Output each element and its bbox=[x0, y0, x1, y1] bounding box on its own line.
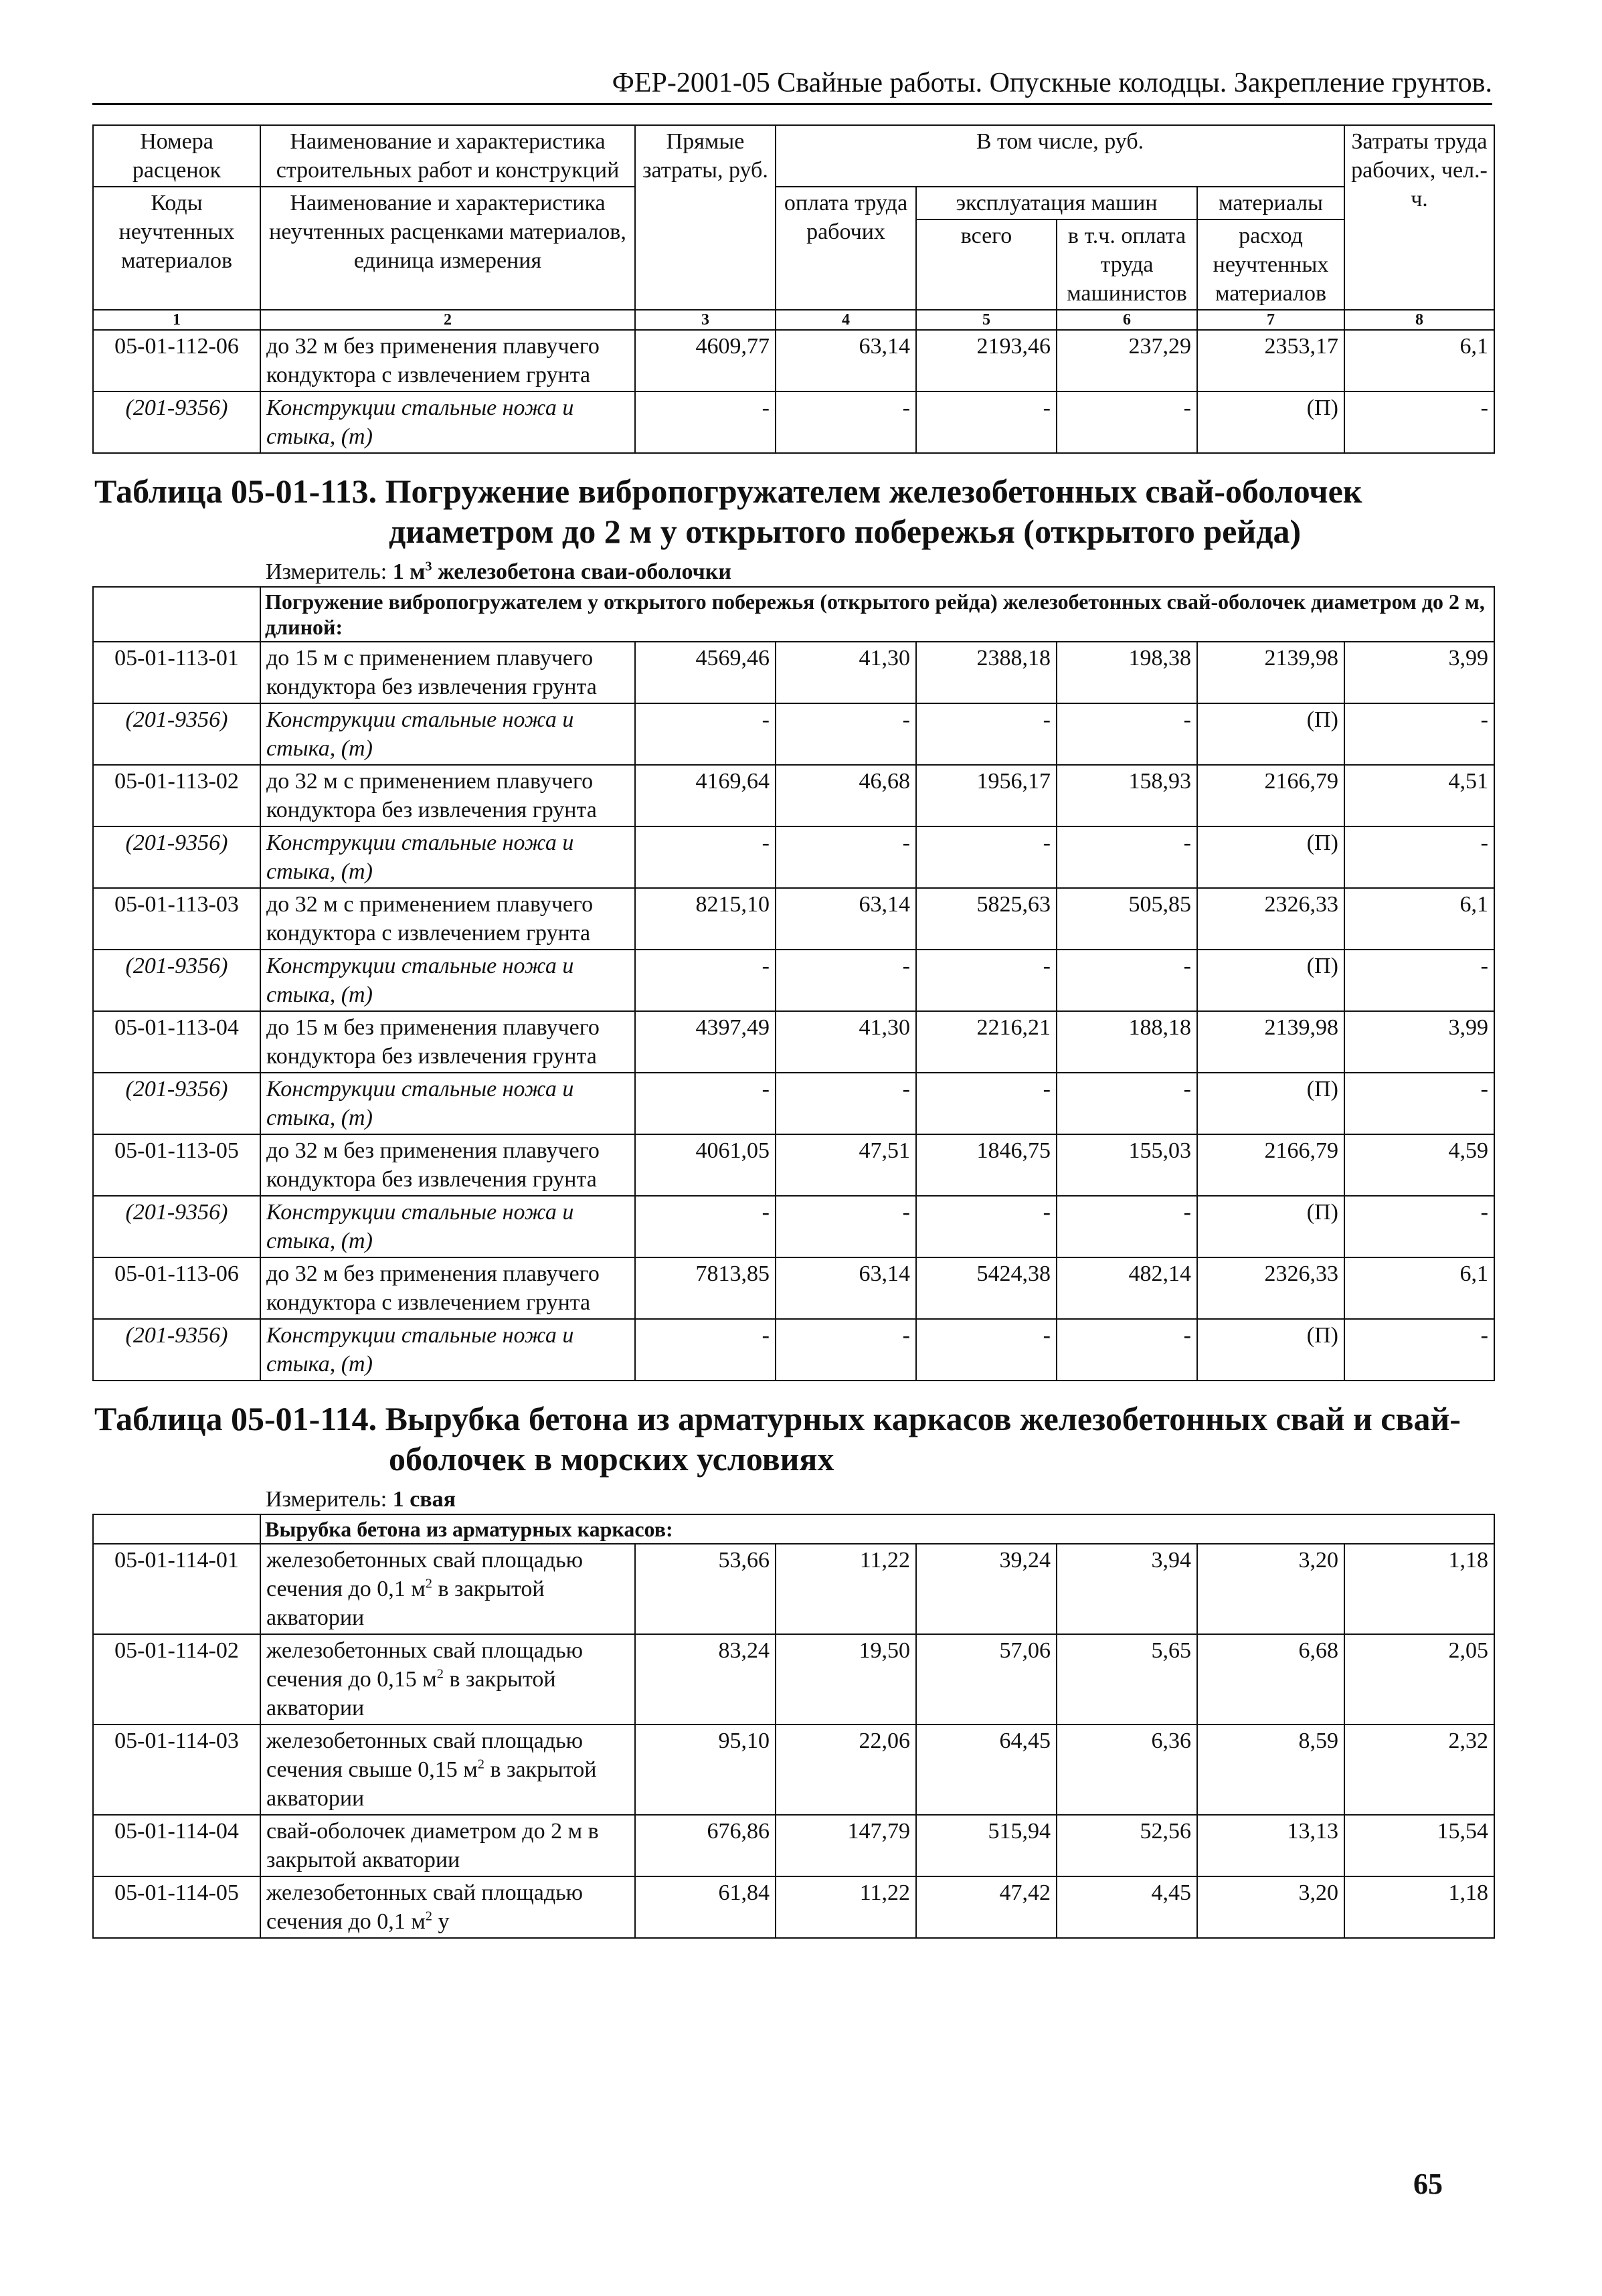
worker-pay: 63,14 bbox=[776, 1257, 916, 1319]
empty-value: - bbox=[1344, 1196, 1494, 1257]
col-name-top: Наименование и характеристика строительных работ и конструкций bbox=[260, 125, 635, 187]
empty-value: - bbox=[1057, 1319, 1197, 1381]
col-machines: эксплуатация машин bbox=[916, 187, 1197, 219]
col-num: 2 bbox=[260, 310, 635, 330]
rate-code: 05-01-113-01 bbox=[93, 642, 260, 703]
material-flag: (П) bbox=[1197, 826, 1344, 888]
empty-value: - bbox=[776, 1319, 916, 1381]
empty-value: - bbox=[916, 391, 1057, 453]
col-num: 8 bbox=[1344, 310, 1494, 330]
rate-name-sup: 2 bbox=[436, 1666, 444, 1682]
rate-name: до 15 м без применения плавучего кондуктора без извлечения грунта bbox=[260, 1011, 635, 1073]
header-row-2 bbox=[93, 187, 1494, 219]
worker-pay: 11,22 bbox=[776, 1544, 916, 1634]
material-row bbox=[93, 391, 1494, 453]
col-codes-bottom: Коды неучтенных материалов bbox=[93, 187, 260, 310]
table-title bbox=[93, 1381, 1494, 1483]
rate-name: до 32 м без применения плавучего кондуктора с извлечением грунта bbox=[260, 1257, 635, 1319]
rate-name-sup: 2 bbox=[477, 1757, 484, 1772]
direct-cost: 7813,85 bbox=[635, 1257, 776, 1319]
empty-value: - bbox=[635, 1196, 776, 1257]
material-code: (201-9356) bbox=[93, 950, 260, 1011]
rate-row bbox=[93, 642, 1494, 703]
empty-value: - bbox=[635, 703, 776, 765]
direct-cost: 4169,64 bbox=[635, 765, 776, 826]
labor-hours: 4,59 bbox=[1344, 1134, 1494, 1196]
empty-value: - bbox=[776, 703, 916, 765]
empty-value: - bbox=[776, 950, 916, 1011]
col-codes-top: Номера расценок bbox=[93, 125, 260, 187]
direct-cost: 676,86 bbox=[635, 1815, 776, 1876]
labor-hours: 15,54 bbox=[1344, 1815, 1494, 1876]
rate-code: 05-01-114-05 bbox=[93, 1876, 260, 1938]
header-row-1 bbox=[93, 125, 1494, 187]
material-flag: (П) bbox=[1197, 1196, 1344, 1257]
machines-total: 2388,18 bbox=[916, 642, 1057, 703]
rate-name: до 32 м без применения плавучего кондуктора без извлечения грунта bbox=[260, 1134, 635, 1196]
machines-total: 515,94 bbox=[916, 1815, 1057, 1876]
materials-cost: 3,20 bbox=[1197, 1544, 1344, 1634]
machinist-pay: 188,18 bbox=[1057, 1011, 1197, 1073]
col-labor-hours: Затраты труда рабочих, чел.-ч. bbox=[1344, 125, 1494, 310]
material-name: Конструкции стальные ножа и стыка, (т) bbox=[260, 391, 635, 453]
col-direct-costs: Прямые затраты, руб. bbox=[635, 125, 776, 310]
labor-hours: 1,18 bbox=[1344, 1876, 1494, 1938]
column-numbers-row bbox=[93, 310, 1494, 330]
direct-cost: 4061,05 bbox=[635, 1134, 776, 1196]
empty-value: - bbox=[916, 826, 1057, 888]
col-num: 5 bbox=[916, 310, 1057, 330]
rate-code: 05-01-112-06 bbox=[93, 330, 260, 391]
machines-total: 2193,46 bbox=[916, 330, 1057, 391]
rate-name bbox=[260, 1634, 635, 1725]
rate-row bbox=[93, 765, 1494, 826]
rate-name-sup: 2 bbox=[425, 1576, 432, 1591]
empty-value: - bbox=[1344, 1319, 1494, 1381]
rate-row bbox=[93, 1257, 1494, 1319]
worker-pay: 46,68 bbox=[776, 765, 916, 826]
material-name: Конструкции стальные ножа и стыка, (т) bbox=[260, 826, 635, 888]
table-title bbox=[93, 453, 1494, 555]
rate-name-text: свай-оболочек диаметром до 2 м в закрытой акватории bbox=[266, 1819, 599, 1872]
rate-code: 05-01-114-04 bbox=[93, 1815, 260, 1876]
material-name: Конструкции стальные ножа и стыка, (т) bbox=[260, 1073, 635, 1134]
materials-cost: 2326,33 bbox=[1197, 1257, 1344, 1319]
empty-value: - bbox=[776, 391, 916, 453]
rate-name-rest: у bbox=[432, 1909, 450, 1934]
rate-code: 05-01-113-04 bbox=[93, 1011, 260, 1073]
materials-cost: 2166,79 bbox=[1197, 1134, 1344, 1196]
materials-cost: 2353,17 bbox=[1197, 330, 1344, 391]
empty-value: - bbox=[635, 1073, 776, 1134]
worker-pay: 63,14 bbox=[776, 888, 916, 950]
material-row bbox=[93, 826, 1494, 888]
empty-value: - bbox=[1057, 391, 1197, 453]
rate-name-text: железобетонных свай площадью сечения до 0,1 м bbox=[266, 1548, 584, 1601]
material-row bbox=[93, 1196, 1494, 1257]
material-row bbox=[93, 950, 1494, 1011]
rate-name: до 32 м без применения плавучего кондуктора с извлечением грунта bbox=[260, 330, 635, 391]
direct-cost: 95,10 bbox=[635, 1725, 776, 1815]
machines-total: 1956,17 bbox=[916, 765, 1057, 826]
material-flag: (П) bbox=[1197, 1073, 1344, 1134]
labor-hours: 1,18 bbox=[1344, 1544, 1494, 1634]
rates-table bbox=[92, 124, 1495, 1939]
material-code: (201-9356) bbox=[93, 391, 260, 453]
rate-code: 05-01-113-05 bbox=[93, 1134, 260, 1196]
empty-value: - bbox=[916, 1073, 1057, 1134]
direct-cost: 4397,49 bbox=[635, 1011, 776, 1073]
rate-row bbox=[93, 1725, 1494, 1815]
machinist-pay: 482,14 bbox=[1057, 1257, 1197, 1319]
empty-value: - bbox=[916, 1319, 1057, 1381]
measure-row bbox=[93, 1483, 1494, 1514]
empty-value: - bbox=[635, 1319, 776, 1381]
group-row bbox=[93, 1514, 1494, 1544]
empty-value: - bbox=[776, 1073, 916, 1134]
measure-sup: 3 bbox=[425, 559, 432, 574]
rate-name-text: железобетонных свай площадью сечения до 0,15 м bbox=[266, 1638, 584, 1692]
empty-value: - bbox=[1057, 1196, 1197, 1257]
direct-cost: 4569,46 bbox=[635, 642, 776, 703]
rate-code: 05-01-114-02 bbox=[93, 1634, 260, 1725]
material-row bbox=[93, 703, 1494, 765]
rate-code: 05-01-113-06 bbox=[93, 1257, 260, 1319]
empty-value: - bbox=[916, 1196, 1057, 1257]
worker-pay: 47,51 bbox=[776, 1134, 916, 1196]
rate-name-rest: в закрытой акватории bbox=[266, 1577, 545, 1630]
col-including: В том числе, руб. bbox=[776, 125, 1344, 187]
rate-row bbox=[93, 1876, 1494, 1938]
direct-cost: 53,66 bbox=[635, 1544, 776, 1634]
measure-value: 1 м bbox=[392, 559, 426, 584]
materials-cost: 2139,98 bbox=[1197, 1011, 1344, 1073]
measure-row bbox=[93, 555, 1494, 587]
group-text: Вырубка бетона из арматурных каркасов: bbox=[260, 1514, 1494, 1544]
material-code: (201-9356) bbox=[93, 826, 260, 888]
table-title-cell bbox=[93, 1381, 1494, 1483]
rate-name bbox=[260, 1815, 635, 1876]
group-row bbox=[93, 587, 1494, 642]
col-worker-pay: оплата труда рабочих bbox=[776, 187, 916, 310]
machinist-pay: 155,03 bbox=[1057, 1134, 1197, 1196]
material-code: (201-9356) bbox=[93, 1319, 260, 1381]
table-title-line: оболочек в морских условиях bbox=[389, 1440, 834, 1478]
material-flag: (П) bbox=[1197, 950, 1344, 1011]
rate-name bbox=[260, 1876, 635, 1938]
group-text: Погружение вибропогружателем у открытого побережья (открытого рейда) железобетонных свай-оболочек диаметром до 2 м, длиной: bbox=[260, 587, 1494, 642]
measure-label: Измеритель: bbox=[266, 1487, 393, 1512]
machinist-pay: 198,38 bbox=[1057, 642, 1197, 703]
machines-total: 1846,75 bbox=[916, 1134, 1057, 1196]
worker-pay: 11,22 bbox=[776, 1876, 916, 1938]
empty-value: - bbox=[1344, 703, 1494, 765]
material-flag: (П) bbox=[1197, 1319, 1344, 1381]
empty-value: - bbox=[1344, 826, 1494, 888]
running-header: ФЕР-2001-05 Свайные работы. Опускные колодцы. Закрепление грунтов. bbox=[92, 67, 1492, 105]
rate-name-rest: в закрытой акватории bbox=[266, 1667, 556, 1720]
measure-cell bbox=[93, 555, 1494, 587]
rate-row bbox=[93, 888, 1494, 950]
rate-row bbox=[93, 1544, 1494, 1634]
labor-hours: 6,1 bbox=[1344, 1257, 1494, 1319]
page-number: 65 bbox=[1413, 2168, 1443, 2200]
worker-pay: 41,30 bbox=[776, 1011, 916, 1073]
empty-value: - bbox=[1057, 826, 1197, 888]
rate-row bbox=[93, 1011, 1494, 1073]
empty-value: - bbox=[1344, 391, 1494, 453]
table-title-line: диаметром до 2 м у открытого побережья (открытого рейда) bbox=[389, 513, 1302, 550]
col-num: 4 bbox=[776, 310, 916, 330]
worker-pay: 41,30 bbox=[776, 642, 916, 703]
empty-value: - bbox=[916, 950, 1057, 1011]
empty-value: - bbox=[635, 826, 776, 888]
rate-name-text: железобетонных свай площадью сечения до 0,1 м bbox=[266, 1880, 584, 1934]
rate-name: до 32 м с применением плавучего кондуктора с извлечением грунта bbox=[260, 888, 635, 950]
labor-hours: 3,99 bbox=[1344, 1011, 1494, 1073]
rate-row bbox=[93, 1815, 1494, 1876]
empty-value: - bbox=[916, 703, 1057, 765]
col-name-bottom: Наименование и характеристика неучтенных расценками материалов, единица измерения bbox=[260, 187, 635, 310]
machines-total: 39,24 bbox=[916, 1544, 1057, 1634]
material-code: (201-9356) bbox=[93, 1196, 260, 1257]
empty-value: - bbox=[1344, 1073, 1494, 1134]
rate-code: 05-01-113-02 bbox=[93, 765, 260, 826]
measure-label: Измеритель: bbox=[266, 559, 393, 584]
direct-cost: 8215,10 bbox=[635, 888, 776, 950]
material-code: (201-9356) bbox=[93, 703, 260, 765]
rate-code: 05-01-113-03 bbox=[93, 888, 260, 950]
empty-value: - bbox=[1057, 950, 1197, 1011]
labor-hours: 6,1 bbox=[1344, 888, 1494, 950]
materials-cost: 8,59 bbox=[1197, 1725, 1344, 1815]
labor-hours: 4,51 bbox=[1344, 765, 1494, 826]
machines-total: 57,06 bbox=[916, 1634, 1057, 1725]
empty-value: - bbox=[635, 391, 776, 453]
machines-total: 47,42 bbox=[916, 1876, 1057, 1938]
machines-total: 5424,38 bbox=[916, 1257, 1057, 1319]
rate-row bbox=[93, 1634, 1494, 1725]
machinist-pay: 158,93 bbox=[1057, 765, 1197, 826]
rate-name: до 15 м с применением плавучего кондуктора без извлечения грунта bbox=[260, 642, 635, 703]
machines-total: 2216,21 bbox=[916, 1011, 1057, 1073]
empty-value: - bbox=[1344, 950, 1494, 1011]
materials-cost: 2139,98 bbox=[1197, 642, 1344, 703]
material-flag: (П) bbox=[1197, 391, 1344, 453]
rate-row bbox=[93, 1134, 1494, 1196]
col-machines-total: всего bbox=[916, 219, 1057, 310]
machinist-pay: 6,36 bbox=[1057, 1725, 1197, 1815]
col-num: 1 bbox=[93, 310, 260, 330]
empty-value: - bbox=[776, 826, 916, 888]
materials-cost: 2326,33 bbox=[1197, 888, 1344, 950]
material-flag: (П) bbox=[1197, 703, 1344, 765]
labor-hours: 2,32 bbox=[1344, 1725, 1494, 1815]
machinist-pay: 4,45 bbox=[1057, 1876, 1197, 1938]
direct-cost: 4609,77 bbox=[635, 330, 776, 391]
machines-total: 64,45 bbox=[916, 1725, 1057, 1815]
table-title-line: Таблица 05-01-114. Вырубка бетона из арматурных каркасов железобетонных свай и свай- bbox=[94, 1400, 1461, 1437]
material-row bbox=[93, 1319, 1494, 1381]
col-material-use: расход неучтенных материалов bbox=[1197, 219, 1344, 310]
direct-cost: 83,24 bbox=[635, 1634, 776, 1725]
col-num: 7 bbox=[1197, 310, 1344, 330]
machinist-pay: 237,29 bbox=[1057, 330, 1197, 391]
material-name: Конструкции стальные ножа и стыка, (т) bbox=[260, 1319, 635, 1381]
machinist-pay: 52,56 bbox=[1057, 1815, 1197, 1876]
table-title-line: Таблица 05-01-113. Погружение вибропогружателем железобетонных свай-оболочек bbox=[94, 472, 1362, 510]
empty-value: - bbox=[1057, 1073, 1197, 1134]
measure-rest: железобетона сваи-оболочки bbox=[432, 559, 731, 584]
rate-name-text: железобетонных свай площадью сечения свыше 0,15 м bbox=[266, 1729, 584, 1782]
material-code: (201-9356) bbox=[93, 1073, 260, 1134]
rate-code: 05-01-114-03 bbox=[93, 1725, 260, 1815]
empty-value: - bbox=[635, 950, 776, 1011]
materials-cost: 3,20 bbox=[1197, 1876, 1344, 1938]
rate-name-sup: 2 bbox=[425, 1909, 432, 1924]
col-num: 3 bbox=[635, 310, 776, 330]
empty-value: - bbox=[776, 1196, 916, 1257]
labor-hours: 2,05 bbox=[1344, 1634, 1494, 1725]
machinist-pay: 505,85 bbox=[1057, 888, 1197, 950]
group-empty bbox=[93, 1514, 260, 1544]
materials-cost: 6,68 bbox=[1197, 1634, 1344, 1725]
rate-name: до 32 м с применением плавучего кондуктора без извлечения грунта bbox=[260, 765, 635, 826]
group-empty bbox=[93, 587, 260, 642]
col-num: 6 bbox=[1057, 310, 1197, 330]
rate-name bbox=[260, 1544, 635, 1634]
worker-pay: 22,06 bbox=[776, 1725, 916, 1815]
materials-cost: 2166,79 bbox=[1197, 765, 1344, 826]
col-materials: материалы bbox=[1197, 187, 1344, 219]
machines-total: 5825,63 bbox=[916, 888, 1057, 950]
material-row bbox=[93, 1073, 1494, 1134]
rate-row bbox=[93, 330, 1494, 391]
labor-hours: 3,99 bbox=[1344, 642, 1494, 703]
machinist-pay: 5,65 bbox=[1057, 1634, 1197, 1725]
labor-hours: 6,1 bbox=[1344, 330, 1494, 391]
table-title-cell bbox=[93, 453, 1494, 555]
rate-code: 05-01-114-01 bbox=[93, 1544, 260, 1634]
empty-value: - bbox=[1057, 703, 1197, 765]
worker-pay: 63,14 bbox=[776, 330, 916, 391]
col-machinist-pay: в т.ч. оплата труда машинистов bbox=[1057, 219, 1197, 310]
materials-cost: 13,13 bbox=[1197, 1815, 1344, 1876]
measure-cell bbox=[93, 1483, 1494, 1514]
rate-name-rest: в закрытой акватории bbox=[266, 1757, 597, 1811]
material-name: Конструкции стальные ножа и стыка, (т) bbox=[260, 1196, 635, 1257]
material-name: Конструкции стальные ножа и стыка, (т) bbox=[260, 703, 635, 765]
machinist-pay: 3,94 bbox=[1057, 1544, 1197, 1634]
material-name: Конструкции стальные ножа и стыка, (т) bbox=[260, 950, 635, 1011]
measure-value: 1 свая bbox=[392, 1487, 456, 1512]
rate-name bbox=[260, 1725, 635, 1815]
worker-pay: 147,79 bbox=[776, 1815, 916, 1876]
direct-cost: 61,84 bbox=[635, 1876, 776, 1938]
worker-pay: 19,50 bbox=[776, 1634, 916, 1725]
